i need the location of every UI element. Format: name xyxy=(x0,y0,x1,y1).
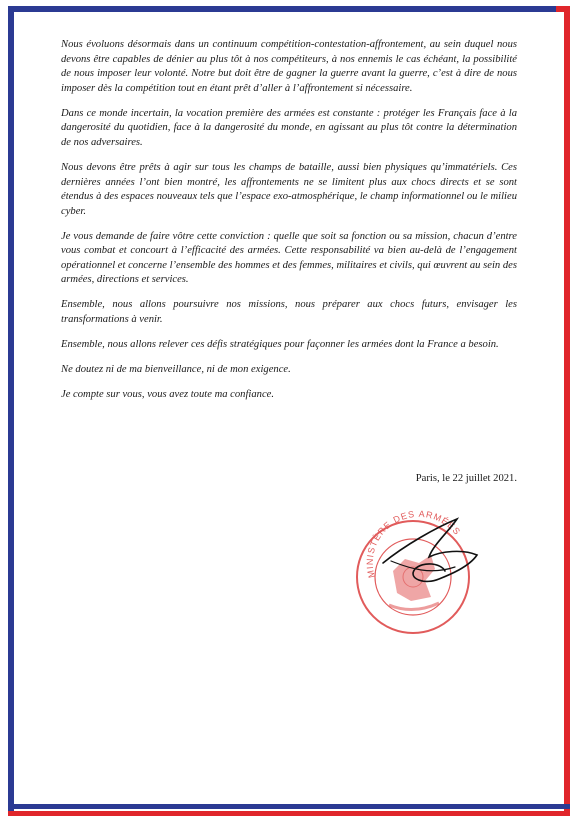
paragraph-7: Ne doutez ni de ma bienveillance, ni de mon exigence. xyxy=(61,364,291,376)
place-date: Paris, le 22 juillet 2021. xyxy=(415,473,517,484)
paragraph-1: Nous évoluons désormais dans un continuum compétition-contestation-affrontement, au sein duquel nous devons être capables de dénier au plus tôt à nos compétiteurs, à nos ennemis le cas échéant, la possibilité de nous imposer leur volonté. Notre but doit être de gagner la guerre avant la guerre, c’est à dire de nous imposer dès la compétition tout en étant prêt d’aller à l’affrontement si nécessaire. xyxy=(61,39,517,94)
paragraph-2: Dans ce monde incertain, la vocation première des armées est constante : protéger les Français face à la dangerosité du quotidien, face à la dangerosité du monde, en agissant au plus tôt contre la détermination de nos adversaires. xyxy=(61,107,517,148)
paragraph-3: Nous devons être prêts à agir sur tous les champs de bataille, aussi bien physiques qu’immatériels. Ces dernières années l’ont bien montré, les affrontements ne se limitent plus aux chocs directs et se sont étendus à des espaces nouveaux tels que l’espace exo-atmosphérique, le champ informationnel ou le milieu cyber. xyxy=(61,161,517,217)
paragraph-6: Ensemble, nous allons relever ces défis stratégiques pour façonner les armées dont la France a besoin. xyxy=(61,339,499,351)
letter-body xyxy=(61,38,517,413)
svg-text:MINISTÈRE DES ARMÉES: MINISTÈRE DES ARMÉES xyxy=(364,508,463,579)
paragraph-5: Ensemble, nous allons poursuivre nos missions, nous préparer aux chocs futurs, envisager les transformations à venir. xyxy=(61,299,517,326)
paragraph-4: Je vous demande de faire vôtre cette conviction : quelle que soit sa fonction ou sa mission, chacun d’entre vous combat et concourt à l’efficacité des armées. Cette responsabilité va bien au-delà de l’engagement opérationnel et concerne l’ensemble des hommes et des femmes, militaires et civils, qui œuvrent au sein des armées, directions et services. xyxy=(61,230,517,286)
paragraph-8: Je compte sur vous, vous avez toute ma confiance. xyxy=(61,389,274,401)
ministry-seal-signature xyxy=(345,505,505,635)
